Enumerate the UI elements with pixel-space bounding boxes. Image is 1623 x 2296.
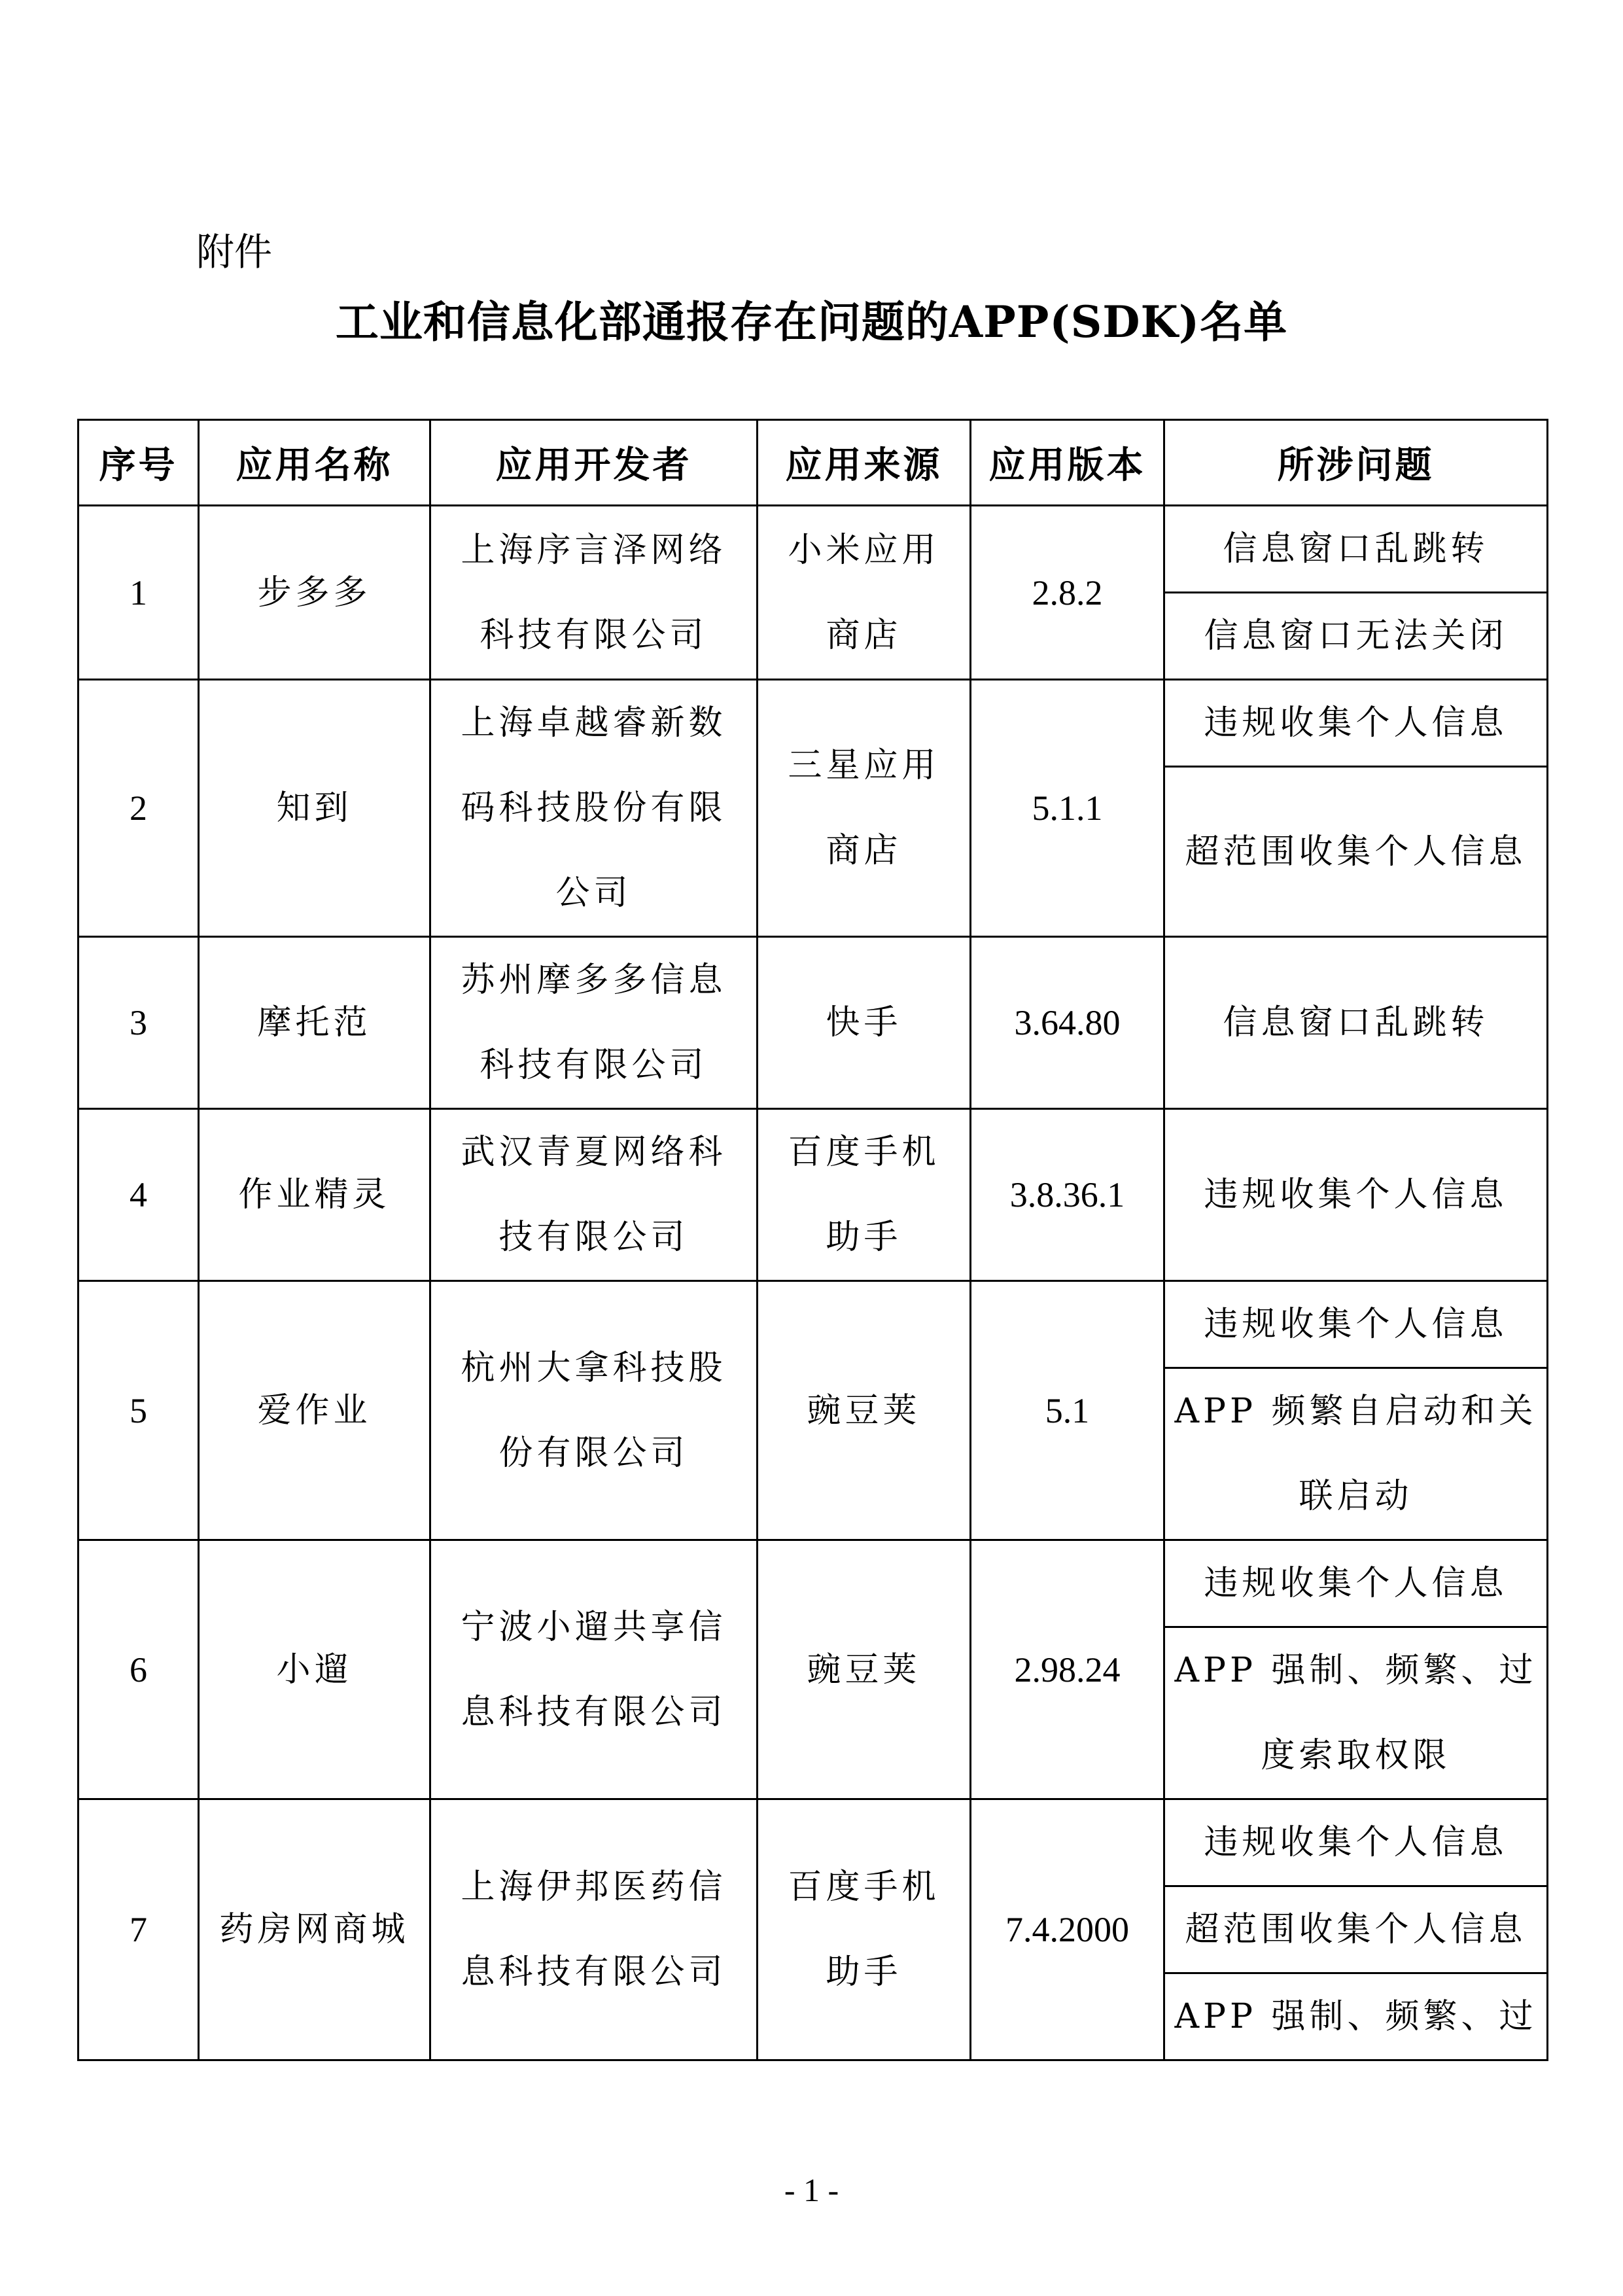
- row-issue: APP 频繁自启动和关联启动: [1164, 1368, 1548, 1540]
- table-row: [79, 680, 1548, 767]
- row-source: 百度手机助手: [758, 1109, 971, 1281]
- row-issue: APP 强制、频繁、过: [1164, 1973, 1548, 2060]
- row-source: 三星应用商店: [758, 680, 971, 937]
- row-source: 百度手机助手: [758, 1799, 971, 2060]
- row-version: 2.98.24: [971, 1540, 1164, 1799]
- row-app-name: 摩托范: [199, 937, 430, 1109]
- row-developer: 苏州摩多多信息科技有限公司: [430, 937, 758, 1109]
- row-issue: 违规收集个人信息: [1164, 1281, 1548, 1368]
- row-issue: 信息窗口乱跳转: [1164, 506, 1548, 593]
- attachment-label: 附件: [196, 230, 273, 274]
- table-row: [79, 1281, 1548, 1368]
- row-developer: 上海卓越睿新数码科技股份有限公司: [430, 680, 758, 937]
- header-developer: 应用开发者: [430, 420, 758, 506]
- row-no: 1: [79, 506, 199, 680]
- header-no: 序号: [79, 420, 199, 506]
- row-source: 快手: [758, 937, 971, 1109]
- page-number: - 1 -: [784, 2172, 839, 2208]
- header-version: 应用版本: [971, 420, 1164, 506]
- row-app-name: 药房网商城: [199, 1799, 430, 2060]
- row-source: 豌豆荚: [758, 1540, 971, 1799]
- row-no: 6: [79, 1540, 199, 1799]
- row-developer: 宁波小遛共享信息科技有限公司: [430, 1540, 758, 1799]
- table-row: [79, 937, 1548, 1109]
- row-issue: APP 强制、频繁、过度索取权限: [1164, 1627, 1548, 1799]
- table-row: [79, 1540, 1548, 1627]
- row-app-name: 小遛: [199, 1540, 430, 1799]
- table-row: [79, 1109, 1548, 1281]
- table-row: [79, 506, 1548, 593]
- table-header-row: [79, 420, 1548, 506]
- row-issue: 违规收集个人信息: [1164, 1799, 1548, 1886]
- row-app-name: 步多多: [199, 506, 430, 680]
- row-issue: 超范围收集个人信息: [1164, 1886, 1548, 1973]
- document-title: 工业和信息化部通报存在问题的APP(SDK)名单: [335, 296, 1288, 347]
- row-app-name: 作业精灵: [199, 1109, 430, 1281]
- row-app-name: 知到: [199, 680, 430, 937]
- app-list-table: [77, 419, 1548, 2061]
- row-developer: 杭州大拿科技股份有限公司: [430, 1281, 758, 1540]
- row-app-name: 爱作业: [199, 1281, 430, 1540]
- row-developer: 武汉青夏网络科技有限公司: [430, 1109, 758, 1281]
- row-version: 3.64.80: [971, 937, 1164, 1109]
- row-issue: 违规收集个人信息: [1164, 1109, 1548, 1281]
- header-issues: 所涉问题: [1164, 420, 1548, 506]
- row-version: 2.8.2: [971, 506, 1164, 680]
- row-developer: 上海序言泽网络科技有限公司: [430, 506, 758, 680]
- row-version: 3.8.36.1: [971, 1109, 1164, 1281]
- row-issue: 超范围收集个人信息: [1164, 767, 1548, 937]
- row-no: 2: [79, 680, 199, 937]
- header-source: 应用来源: [758, 420, 971, 506]
- row-issue: 违规收集个人信息: [1164, 680, 1548, 767]
- row-no: 4: [79, 1109, 199, 1281]
- header-app-name: 应用名称: [199, 420, 430, 506]
- row-version: 7.4.2000: [971, 1799, 1164, 2060]
- row-issue: 违规收集个人信息: [1164, 1540, 1548, 1627]
- row-no: 5: [79, 1281, 199, 1540]
- row-version: 5.1.1: [971, 680, 1164, 937]
- row-issue: 信息窗口乱跳转: [1164, 937, 1548, 1109]
- row-version: 5.1: [971, 1281, 1164, 1540]
- row-no: 3: [79, 937, 199, 1109]
- row-no: 7: [79, 1799, 199, 2060]
- row-developer: 上海伊邦医药信息科技有限公司: [430, 1799, 758, 2060]
- row-issue: 信息窗口无法关闭: [1164, 593, 1548, 680]
- row-source: 豌豆荚: [758, 1281, 971, 1540]
- table-row: [79, 1799, 1548, 1886]
- row-source: 小米应用商店: [758, 506, 971, 680]
